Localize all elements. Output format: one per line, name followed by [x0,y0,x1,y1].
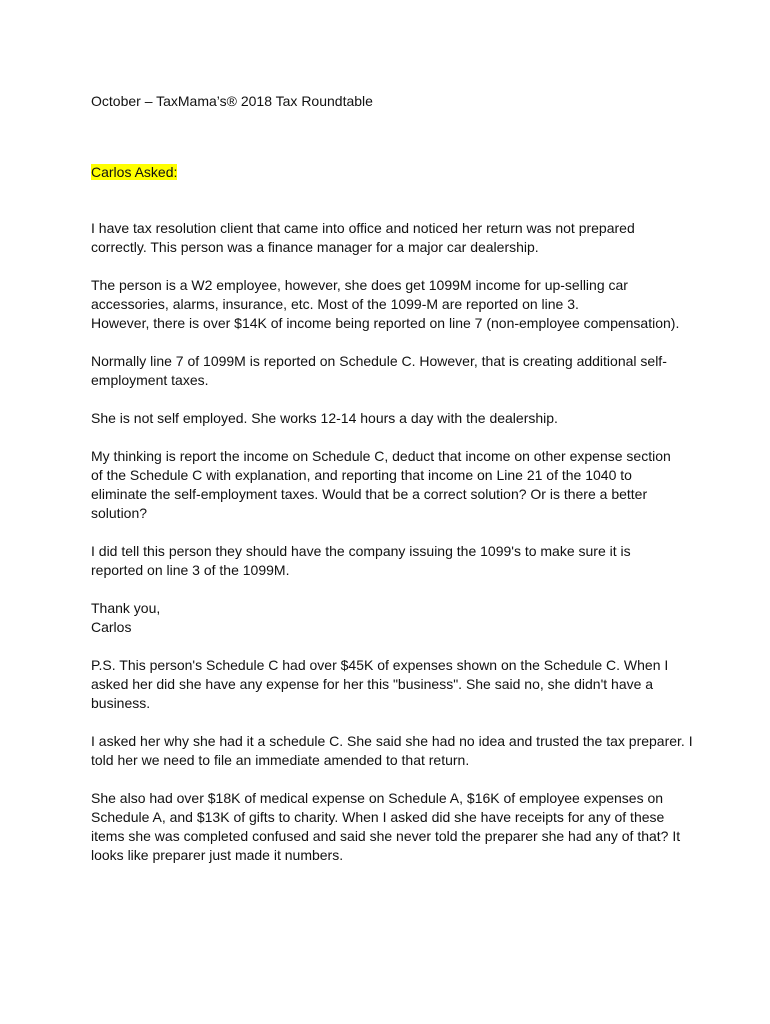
paragraph-line: of the Schedule C with explanation, and reporting that income on Line 21 of the 1040 to [91,467,632,483]
paragraph-line: asked her did she have any expense for her this "business". She said no, she didn't have a [91,676,654,692]
paragraph [91,447,685,523]
paragraph-line: My thinking is report the income on Schedule C, deduct that income on other expense section [91,448,671,464]
paragraph [91,352,685,390]
paragraph [91,599,685,637]
paragraph [91,789,685,865]
paragraph [91,409,685,428]
paragraph-line: I have tax resolution client that came into office and noticed her return was not prepared [91,220,635,236]
paragraph-line: business. [91,695,151,711]
question-body [91,219,693,865]
paragraph [91,276,685,333]
paragraph [91,542,685,580]
paragraph-line: She is not self employed. She works 12-14 hours a day with the dealership. [91,410,558,426]
document-title: October – TaxMama’s® 2018 Tax Roundtable [91,93,373,109]
paragraph-line: Thank you, [91,600,161,616]
paragraph-line: reported on line 3 of the 1099M. [91,562,290,578]
paragraph-line: P.S. This person's Schedule C had over $45K of expenses shown on the Schedule C. When I [91,657,669,673]
paragraph-line: Carlos [91,619,132,635]
paragraph [91,219,685,257]
paragraph-line: items she was completed confused and said she never told the preparer she had any of that? It [91,828,681,844]
paragraph-line: I asked her why she had it a schedule C. She said she had no idea and trusted the tax preparer. I [91,733,693,749]
paragraph-line: Schedule A, and $13K of gifts to charity. When I asked did she have receipts for any of these [91,809,665,825]
paragraph [91,732,693,770]
paragraph [91,656,685,713]
paragraph-line: correctly. This person was a finance manager for a major car dealership. [91,239,539,255]
asker-label [91,163,685,182]
paragraph-line: I did tell this person they should have the company issuing the 1099's to make sure it is [91,543,631,559]
highlighted-asker-label: Carlos Asked: [91,164,178,180]
paragraph-line: She also had over $18K of medical expense on Schedule A, $16K of employee expenses on [91,790,664,806]
paragraph-line: told her we need to file an immediate amended to that return. [91,752,470,768]
paragraph-line: eliminate the self-employment taxes. Would that be a correct solution? Or is there a better [91,486,648,502]
paragraph-line: The person is a W2 employee, however, she does get 1099M income for up-selling car [91,277,628,293]
document-content [91,92,693,884]
paragraph-line: employment taxes. [91,372,209,388]
paragraph-line: accessories, alarms, insurance, etc. Most of the 1099-M are reported on line 3. [91,296,579,312]
paragraph-line: looks like preparer just made it numbers. [91,847,344,863]
paragraph-line: Normally line 7 of 1099M is reported on Schedule C. However, that is creating additional self- [91,353,667,369]
paragraph-line: However, there is over $14K of income being reported on line 7 (non-employee compensation). [91,315,680,331]
paragraph-line: solution? [91,505,148,521]
